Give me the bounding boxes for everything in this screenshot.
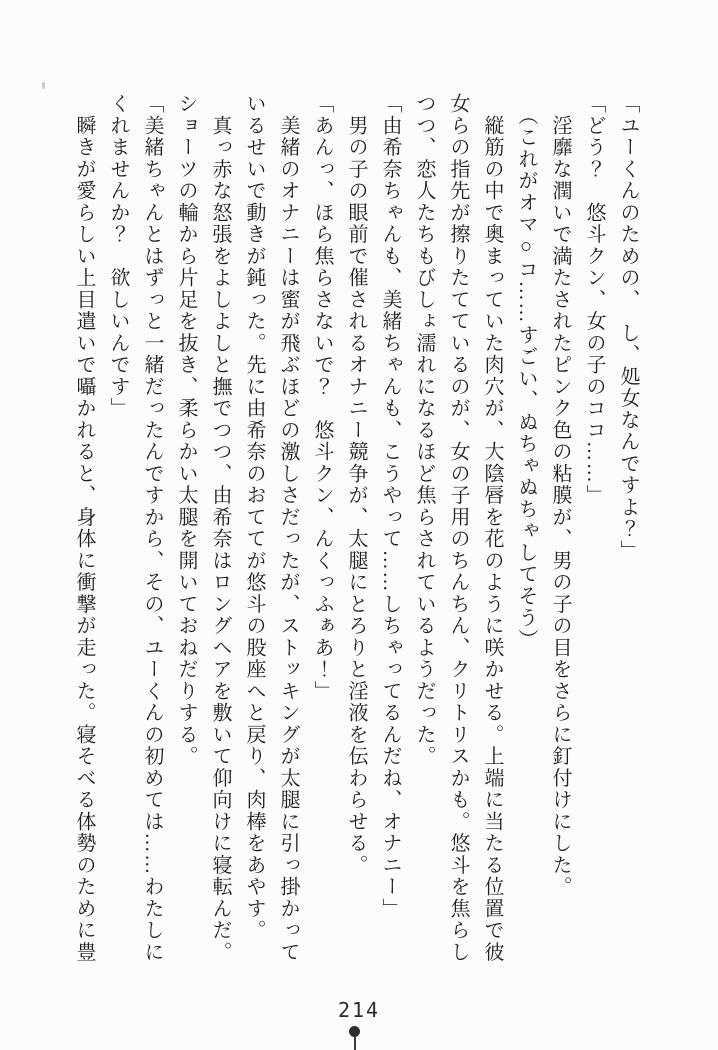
text-column: いるせいで動きが鈍った。先に由希奈のおててが悠斗の股座へと戻り、肉棒をあやす。: [243, 93, 265, 942]
page-number: 214: [337, 998, 381, 1022]
text-column: 美緒のオナニーは蜜が飛ぶほどの激しさだったが、ストッキングが太腿に引っ掛かって: [277, 93, 299, 963]
text-column: 「あんっ、ほら焦らさないで？ 悠斗クン、んくっふぁあ！」: [311, 93, 333, 702]
text-column: 瞬きが愛らしい上目遣いで囁かれると、身体に衝撃が走った。寝そべる体勢のために豊: [73, 93, 95, 963]
text-column: （これがオマ○コ……すごい、ぬちゃぬちゃしてそう）: [515, 93, 537, 651]
text-column: 男の子の眼前で催されるオナニー競争が、太腿にとろりと淫液を伝わらせる。: [345, 93, 367, 876]
text-column: 真っ赤な怒張をよしよしと撫でつつ、由希奈はロングヘアを敷いて仰向けに寝転んだ。: [209, 93, 231, 963]
scan-speck: [42, 82, 45, 89]
novel-text-block: [67, 93, 645, 965]
text-column: 「ユーくんのための、 し、処女なんですよ？」: [617, 93, 639, 562]
text-column: 淫靡な潤いで満たされたピンク色の粘膜が、男の子の目をさらに釘付けにした。: [549, 93, 571, 898]
text-column: 縦筋の中で奥まっていた肉穴が、大陰唇を花のように咲かせる。上端に当たる位置で彼: [481, 93, 503, 963]
text-column: つつ、恋人たちもびしょ濡れになるほど焦らされているようだった。: [413, 93, 435, 768]
text-column: 女らの指先が擦りたてているのが、女の子用のちんちん、クリトリスかも。悠斗を焦らし: [447, 93, 469, 963]
binding-line-mark: [354, 1036, 356, 1050]
text-column: くれませんか？ 欲しいんです」: [107, 93, 129, 420]
text-column: ショーツの輪から片足を抜き、柔らかい太腿を開いておねだりする。: [175, 93, 197, 768]
text-column: 「美緒ちゃんとはずっと一緒だったんですから、その、ユーくんの初めては……わたしに: [141, 93, 163, 963]
text-column: 「どう？ 悠斗クン、女の子のココ……」: [583, 93, 605, 507]
text-column: 「由希奈ちゃんも、美緒ちゃんも、こうやって……しちゃってるんだね、オナニー」: [379, 93, 401, 920]
